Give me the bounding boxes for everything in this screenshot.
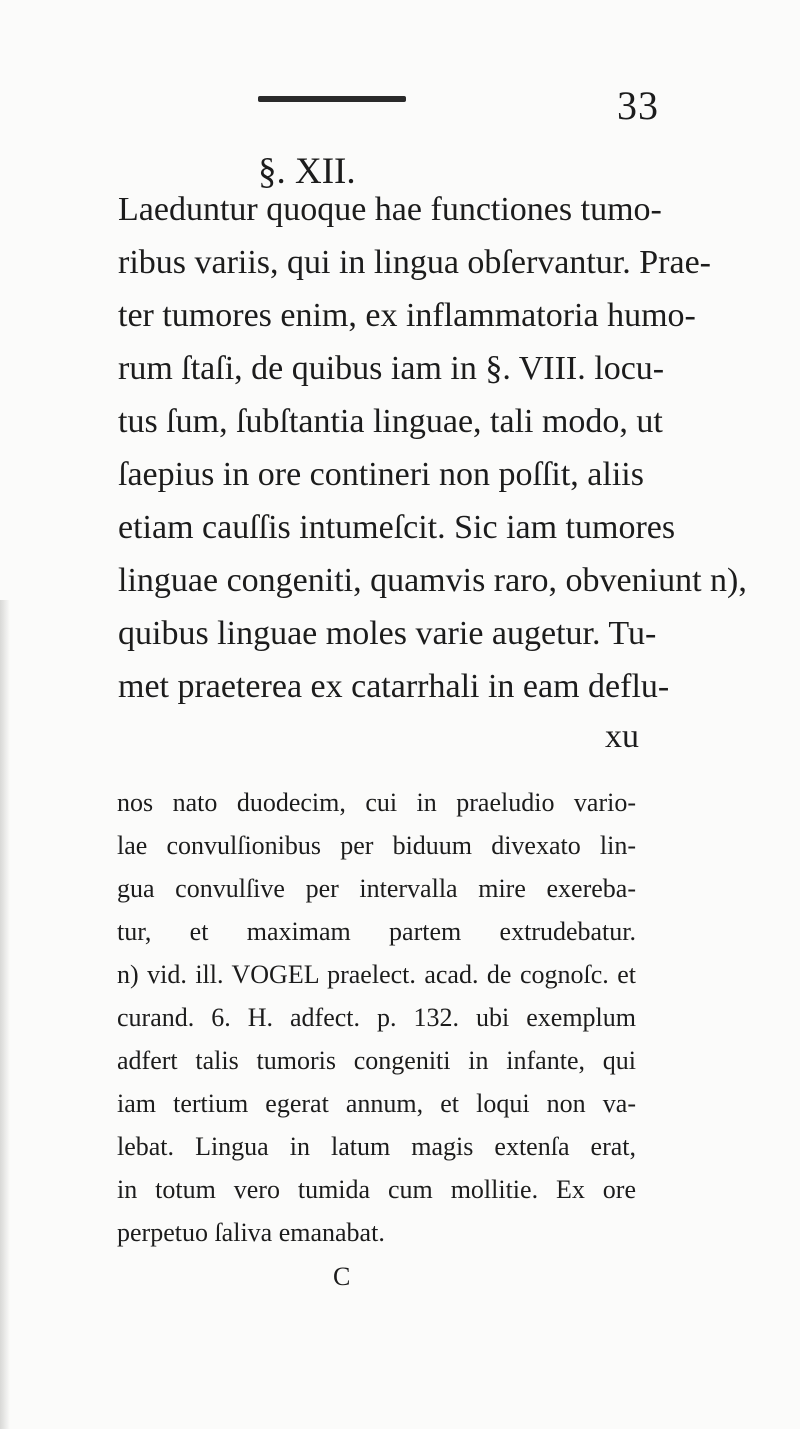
footnote-line: adfert talis tumoris congeniti in infante, qui (117, 1046, 636, 1075)
header-rule (258, 96, 406, 102)
body-line: linguae congeniti, quamvis raro, obveniunt n), (118, 562, 747, 599)
footnote-line: curand. 6. H. adfect. p. 132. ubi exemplum (117, 1003, 636, 1032)
footnote-line: lebat. Lingua in latum magis extenſa erat, (117, 1132, 636, 1161)
footnote-line: tur, et maximam partem extrudebatur. (117, 917, 636, 946)
body-line: tus ſum, ſubſtantia linguae, tali modo, ut (118, 403, 663, 440)
body-line: ſaepius in ore contineri non poſſit, aliis (118, 456, 644, 493)
page-edge-shadow (0, 600, 10, 1429)
footnote-line: n) vid. ill. VOGEL praelect. acad. de cognoſc. et (117, 960, 636, 989)
body-line: met praeterea ex catarrhali in eam deflu- (118, 668, 670, 705)
body-line: rum ſtaſi, de quibus iam in §. VIII. locu- (118, 350, 665, 387)
footnote-line: perpetuo ſaliva emanabat. (117, 1218, 385, 1247)
catchword: xu (605, 718, 639, 755)
body-line: ribus variis, qui in lingua obſervantur. Prae- (118, 244, 711, 281)
body-line: ter tumores enim, ex inflammatoria humo- (118, 297, 696, 334)
body-line: quibus linguae moles varie augetur. Tu- (118, 615, 657, 652)
page-number: 33 (617, 83, 659, 128)
signature-mark: C (333, 1262, 351, 1291)
footnote-line: nos nato duodecim, cui in praeludio vario- (117, 788, 636, 817)
body-line: etiam cauſſis intumeſcit. Sic iam tumores (118, 509, 676, 546)
footnote-line: iam tertium egerat annum, et loqui non va- (117, 1089, 636, 1118)
footnote-line: in totum vero tumida cum mollitie. Ex ore (117, 1175, 636, 1204)
footnote-line: gua convulſive per intervalla mire exereba- (117, 874, 636, 903)
section-heading: §. XII. (258, 151, 356, 192)
footnote-line: lae convulſionibus per biduum divexato lin- (117, 831, 636, 860)
body-line: Laeduntur quoque hae functiones tumo- (118, 191, 662, 228)
